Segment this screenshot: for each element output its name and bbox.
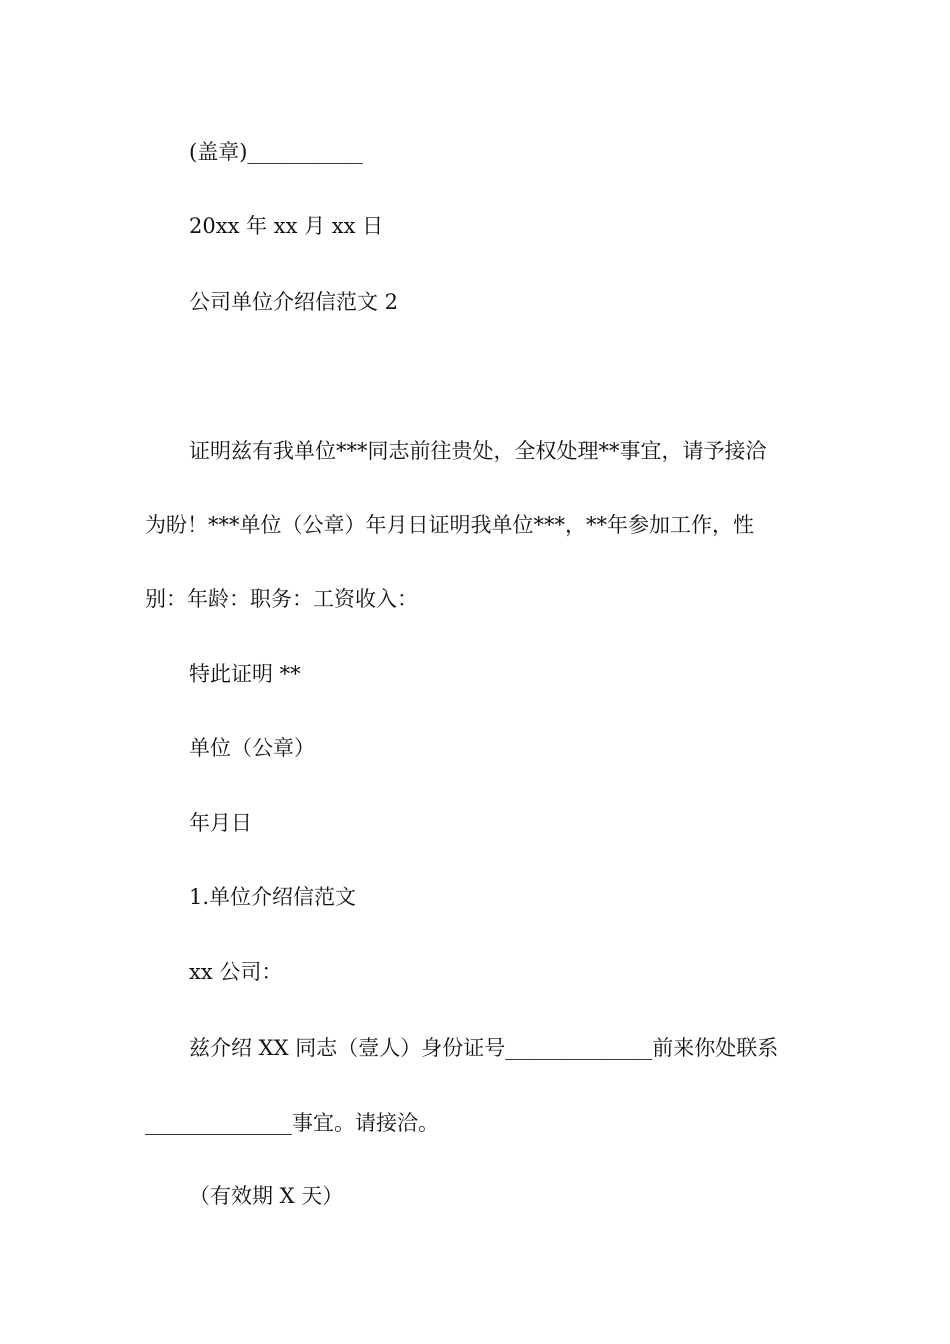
seal-line: (盖章)___________: [189, 140, 363, 164]
introduction-paragraph-line-2: ______________事宜。请接洽。: [145, 1111, 439, 1135]
certificate-paragraph-line-3: 别：年龄：职务：工资收入：: [145, 587, 418, 611]
certificate-paragraph-line-1: 证明兹有我单位***同志前往贵处，全权处理**事宜，请予接洽: [189, 439, 767, 463]
date-placeholder: 年月日: [189, 811, 252, 835]
section-title-2: 公司单位介绍信范文 2: [189, 290, 399, 314]
date-line: 20xx 年 xx 月 xx 日: [189, 214, 384, 238]
certificate-paragraph-line-2: 为盼！***单位（公章）年月日证明我单位***，**年参加工作，性: [145, 513, 754, 537]
certification-text: 特此证明 **: [189, 662, 301, 686]
introduction-paragraph-line-1: 兹介绍 XX 同志（壹人）身份证号______________前来你处联系: [189, 1036, 779, 1060]
section-title-1: 1.单位介绍信范文: [189, 885, 357, 909]
unit-seal-label: 单位（公章）: [189, 736, 315, 760]
recipient-line: xx 公司：: [189, 960, 283, 984]
validity-period: （有效期 X 天）: [189, 1184, 344, 1208]
